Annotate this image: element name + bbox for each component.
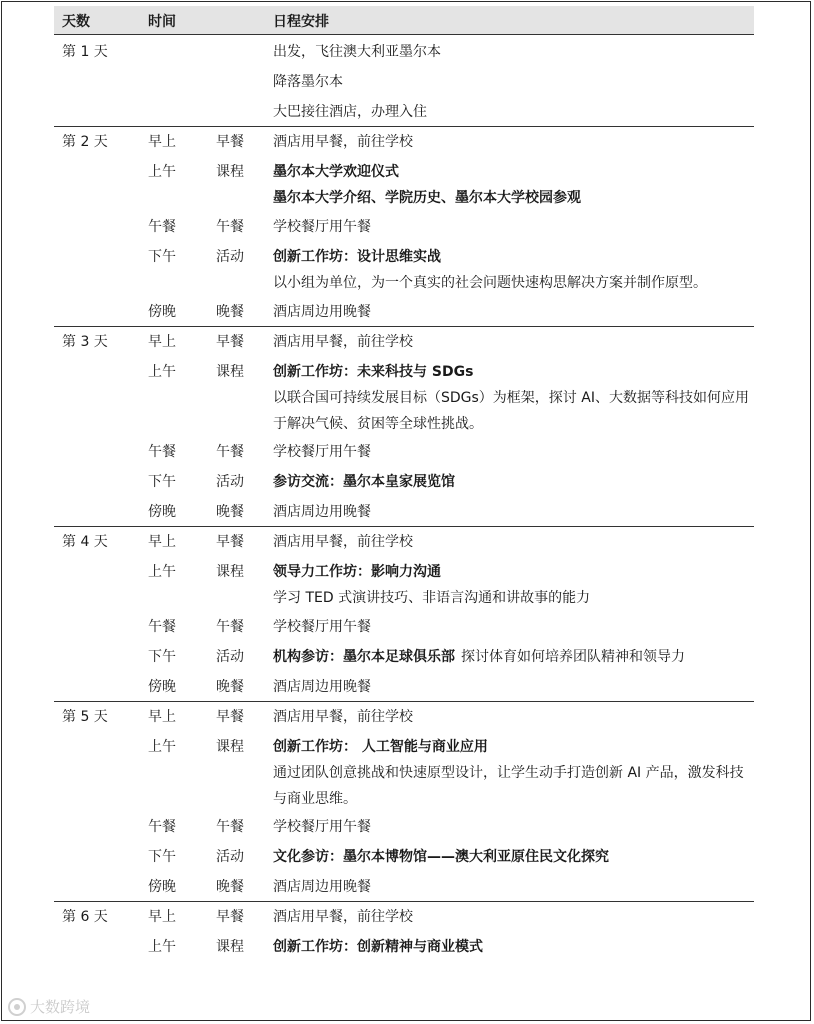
item-cell: 早餐 <box>216 334 244 350</box>
schedule-line <box>273 244 753 270</box>
item-cell: 早餐 <box>216 709 244 725</box>
schedule-cell <box>273 469 753 495</box>
item-cell: 课程 <box>216 364 244 380</box>
day-block <box>54 701 754 902</box>
schedule-text: 酒店用早餐，前往学校 <box>273 709 413 725</box>
day-block <box>54 901 754 961</box>
schedule-text: 创新工作坊： 人工智能与商业应用 <box>273 739 488 755</box>
item-cell: 课程 <box>216 564 244 580</box>
schedule-text: 酒店周边用晚餐 <box>273 504 371 520</box>
schedule-text: 文化参访：墨尔本博物馆——澳大利亚原住民文化探究 <box>273 849 609 865</box>
schedule-cell <box>273 159 753 211</box>
day-label: 第 1 天 <box>62 44 108 60</box>
schedule-text: 酒店用早餐，前往学校 <box>273 909 413 925</box>
time-cell: 傍晚 <box>148 304 176 320</box>
schedule-extra-text: 探讨体育如何培养团队精神和领导力 <box>461 649 685 665</box>
item-cell: 早餐 <box>216 534 244 550</box>
day-label: 第 4 天 <box>62 534 108 550</box>
time-cell: 上午 <box>148 739 176 755</box>
schedule-line <box>273 329 753 355</box>
schedule-line <box>273 439 753 465</box>
header-schedule: 日程安排 <box>273 14 329 30</box>
schedule-cell <box>273 244 753 296</box>
day-block <box>54 36 754 127</box>
schedule-line <box>273 674 753 700</box>
schedule-line <box>273 559 753 585</box>
schedule-text: 墨尔本大学介绍、学院历史、墨尔本大学校园参观 <box>273 190 581 206</box>
schedule-cell <box>273 704 753 730</box>
day-block <box>54 526 754 702</box>
schedule-text: 学校餐厅用午餐 <box>273 444 371 460</box>
time-cell: 上午 <box>148 364 176 380</box>
item-cell: 早餐 <box>216 909 244 925</box>
schedule-line <box>273 585 753 611</box>
table-header <box>54 6 754 35</box>
schedule-text: 机构参访：墨尔本足球俱乐部 <box>273 649 455 665</box>
time-cell: 早上 <box>148 134 176 150</box>
schedule-cell <box>273 874 753 900</box>
time-cell: 下午 <box>148 849 176 865</box>
schedule-text: 以联合国可持续发展目标（SDGs）为框架，探讨 AI、大数据等科技如何应用于解决气候、贫困等全球性挑战。 <box>273 390 749 432</box>
schedule-cell <box>273 129 753 155</box>
schedule-cell <box>273 614 753 640</box>
item-cell: 活动 <box>216 474 244 490</box>
schedule-line <box>273 299 753 325</box>
schedule-cell <box>273 734 753 812</box>
time-cell: 早上 <box>148 909 176 925</box>
schedule-line <box>273 129 753 155</box>
watermark-logo-icon <box>8 998 26 1016</box>
item-cell: 活动 <box>216 649 244 665</box>
schedule-text: 大巴接往酒店，办理入住 <box>273 104 427 120</box>
schedule-cell <box>273 359 753 437</box>
schedule-line <box>273 814 753 840</box>
schedule-line <box>273 270 753 296</box>
schedule-text: 创新工作坊：未来科技与 SDGs <box>273 364 474 380</box>
day-label: 第 3 天 <box>62 334 108 350</box>
time-cell: 午餐 <box>148 444 176 460</box>
time-cell: 午餐 <box>148 819 176 835</box>
schedule-text: 酒店周边用晚餐 <box>273 679 371 695</box>
time-cell: 傍晚 <box>148 504 176 520</box>
schedule-text: 创新工作坊：创新精神与商业模式 <box>273 939 483 955</box>
schedule-line <box>273 185 753 211</box>
schedule-line <box>273 529 753 555</box>
item-cell: 课程 <box>216 164 244 180</box>
schedule-line <box>273 469 753 495</box>
schedule-line <box>273 844 753 870</box>
schedule-line <box>273 359 753 385</box>
schedule-line <box>273 159 753 185</box>
schedule-cell <box>273 644 753 670</box>
schedule-text: 酒店周边用晚餐 <box>273 304 371 320</box>
schedule-cell <box>273 69 753 95</box>
time-cell: 上午 <box>148 939 176 955</box>
schedule-text: 参访交流：墨尔本皇家展览馆 <box>273 474 455 490</box>
time-cell: 傍晚 <box>148 879 176 895</box>
time-cell: 上午 <box>148 564 176 580</box>
item-cell: 晚餐 <box>216 504 244 520</box>
schedule-text: 酒店用早餐，前往学校 <box>273 334 413 350</box>
item-cell: 课程 <box>216 739 244 755</box>
day-label: 第 6 天 <box>62 909 108 925</box>
time-cell: 午餐 <box>148 619 176 635</box>
schedule-line <box>273 99 753 125</box>
time-cell: 早上 <box>148 709 176 725</box>
schedule-text: 墨尔本大学欢迎仪式 <box>273 164 399 180</box>
schedule-text: 酒店用早餐，前往学校 <box>273 134 413 150</box>
schedule-text: 学校餐厅用午餐 <box>273 819 371 835</box>
schedule-line <box>273 39 753 65</box>
watermark-text: 大数跨境 <box>30 998 91 1016</box>
schedule-text: 学校餐厅用午餐 <box>273 619 371 635</box>
day-label: 第 5 天 <box>62 709 108 725</box>
schedule-text: 创新工作坊：设计思维实战 <box>273 249 441 265</box>
item-cell: 晚餐 <box>216 879 244 895</box>
time-cell: 下午 <box>148 249 176 265</box>
schedule-text: 以小组为单位，为一个真实的社会问题快速构思解决方案并制作原型。 <box>273 275 707 291</box>
schedule-text: 酒店用早餐，前往学校 <box>273 534 413 550</box>
schedule-text: 学习 TED 式演讲技巧、非语言沟通和讲故事的能力 <box>273 590 591 606</box>
schedule-line <box>273 214 753 240</box>
day-block <box>54 326 754 527</box>
schedule-line <box>273 934 753 960</box>
schedule-line <box>273 69 753 95</box>
schedule-cell <box>273 99 753 125</box>
item-cell: 午餐 <box>216 619 244 635</box>
schedule-line <box>273 614 753 640</box>
schedule-line <box>273 644 753 670</box>
schedule-text: 酒店周边用晚餐 <box>273 879 371 895</box>
watermark <box>8 996 90 1017</box>
time-cell: 午餐 <box>148 219 176 235</box>
schedule-text: 降落墨尔本 <box>273 74 343 90</box>
time-cell: 傍晚 <box>148 679 176 695</box>
schedule-cell <box>273 904 753 930</box>
schedule-cell <box>273 559 753 611</box>
item-cell: 午餐 <box>216 819 244 835</box>
time-cell: 上午 <box>148 164 176 180</box>
schedule-text: 领导力工作坊：影响力沟通 <box>273 564 441 580</box>
header-time: 时间 <box>148 14 176 30</box>
schedule-line <box>273 499 753 525</box>
schedule-cell <box>273 39 753 65</box>
item-cell: 午餐 <box>216 219 244 235</box>
item-cell: 活动 <box>216 249 244 265</box>
time-cell: 下午 <box>148 474 176 490</box>
schedule-cell <box>273 499 753 525</box>
time-cell: 下午 <box>148 649 176 665</box>
header-day: 天数 <box>62 14 90 30</box>
item-cell: 晚餐 <box>216 679 244 695</box>
schedule-cell <box>273 674 753 700</box>
item-cell: 午餐 <box>216 444 244 460</box>
schedule-cell <box>273 529 753 555</box>
schedule-cell <box>273 214 753 240</box>
item-cell: 晚餐 <box>216 304 244 320</box>
day-label: 第 2 天 <box>62 134 108 150</box>
schedule-cell <box>273 329 753 355</box>
schedule-text: 学校餐厅用午餐 <box>273 219 371 235</box>
schedule-text: 出发，飞往澳大利亚墨尔本 <box>273 44 441 60</box>
item-cell: 课程 <box>216 939 244 955</box>
schedule-cell <box>273 299 753 325</box>
schedule-cell <box>273 934 753 960</box>
item-cell: 早餐 <box>216 134 244 150</box>
schedule-line <box>273 385 753 437</box>
schedule-line <box>273 704 753 730</box>
schedule-line <box>273 760 753 812</box>
schedule-line <box>273 734 753 760</box>
schedule-cell <box>273 439 753 465</box>
schedule-cell <box>273 814 753 840</box>
schedule-line <box>273 874 753 900</box>
time-cell: 早上 <box>148 534 176 550</box>
item-cell: 活动 <box>216 849 244 865</box>
schedule-text: 通过团队创意挑战和快速原型设计，让学生动手打造创新 AI 产品，激发科技与商业思维。 <box>273 765 744 807</box>
time-cell: 早上 <box>148 334 176 350</box>
day-block <box>54 126 754 327</box>
schedule-cell <box>273 844 753 870</box>
schedule-line <box>273 904 753 930</box>
